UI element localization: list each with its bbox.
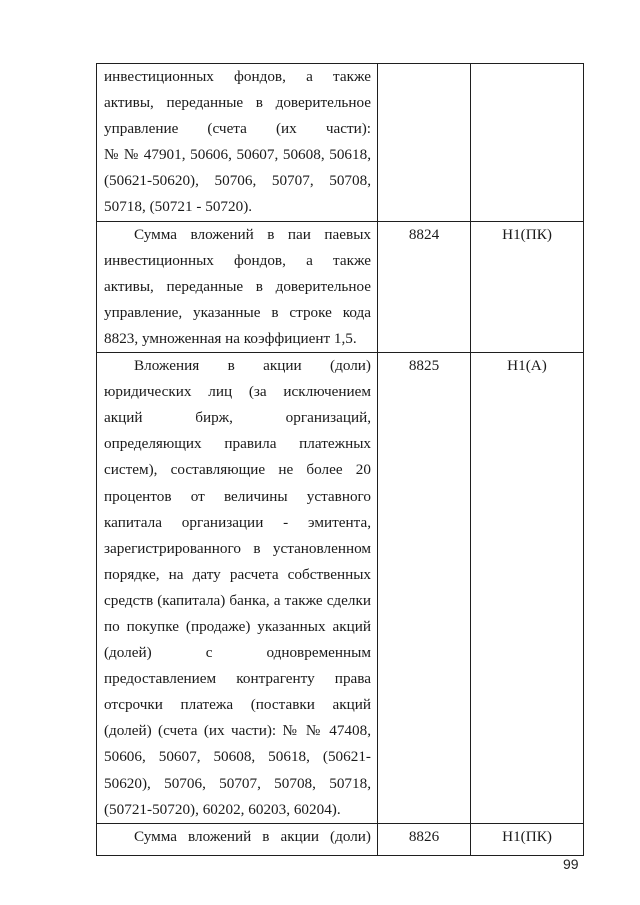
- description-text: [97, 353, 377, 823]
- table-row: [97, 221, 584, 352]
- text-line: капитала организации - эмитента,: [104, 513, 371, 531]
- text-line: определяющих правила платежных: [104, 435, 371, 453]
- text-line: активы, переданные в доверительное: [104, 277, 371, 295]
- description-cell: [97, 823, 378, 855]
- description-cell: [97, 64, 378, 222]
- code-cell: 8824: [378, 221, 471, 352]
- table-row: [97, 64, 584, 222]
- code-cell: [378, 64, 471, 222]
- text-line: Сумма вложений в акции (доли): [134, 827, 371, 845]
- text-line: по покупке (продаже) указанных акций: [104, 617, 371, 635]
- text-line: Вложения в акции (доли): [134, 357, 371, 375]
- text-line: 50718, (50721 - 50720).: [104, 198, 253, 216]
- document-table: [96, 63, 584, 856]
- description-text: [97, 222, 377, 352]
- text-line: управление (счета (их части):: [104, 120, 371, 138]
- description-text: [97, 824, 377, 850]
- text-line: средств (капитала) банка, а также сделки: [104, 591, 371, 609]
- description-cell: [97, 353, 378, 824]
- text-line: Сумма вложений в паи паевых: [134, 225, 371, 243]
- text-line: предоставлением контрагенту права: [104, 670, 371, 688]
- text-line: 50606, 50607, 50608, 50618, (50621-: [104, 748, 371, 766]
- description-text: [97, 64, 377, 221]
- text-line: (долей) с одновременным: [104, 644, 371, 662]
- text-line: (долей) (счета (их части): № № 47408,: [104, 722, 371, 740]
- text-line: 8823, умноженная на коэффициент 1,5.: [104, 329, 357, 347]
- text-line: инвестиционных фондов, а также: [104, 68, 371, 85]
- text-line: управление, указанные в строке кода: [104, 303, 371, 321]
- code-cell: 8826: [378, 823, 471, 855]
- norm-cell: [471, 64, 584, 222]
- norm-cell: Н1(ПК): [471, 823, 584, 855]
- table-row: [97, 823, 584, 855]
- text-line: (50621-50620), 50706, 50707, 50708,: [104, 172, 371, 190]
- text-line: юридических лиц (за исключением: [104, 383, 371, 401]
- page-number: 99: [563, 856, 579, 872]
- text-line: отсрочки платежа (поставки акций: [104, 696, 371, 714]
- text-line: зарегистрированного в установленном: [104, 539, 371, 557]
- text-line: акций бирж, организаций,: [104, 409, 371, 427]
- norm-cell: Н1(А): [471, 353, 584, 824]
- code-cell: 8825: [378, 353, 471, 824]
- description-cell: [97, 221, 378, 352]
- text-line: 50620), 50706, 50707, 50708, 50718,: [104, 774, 371, 792]
- text-line: систем), составляющие не более 20: [104, 461, 371, 479]
- table-row: [97, 353, 584, 824]
- text-line: активы, переданные в доверительное: [104, 94, 371, 112]
- text-line: процентов от величины уставного: [104, 487, 371, 505]
- norm-cell: Н1(ПК): [471, 221, 584, 352]
- text-line: (50721-50720), 60202, 60203, 60204).: [104, 800, 341, 818]
- text-line: инвестиционных фондов, а также: [104, 251, 371, 269]
- text-line: № № 47901, 50606, 50607, 50608, 50618,: [104, 146, 371, 164]
- text-line: порядке, на дату расчета собственных: [104, 565, 371, 583]
